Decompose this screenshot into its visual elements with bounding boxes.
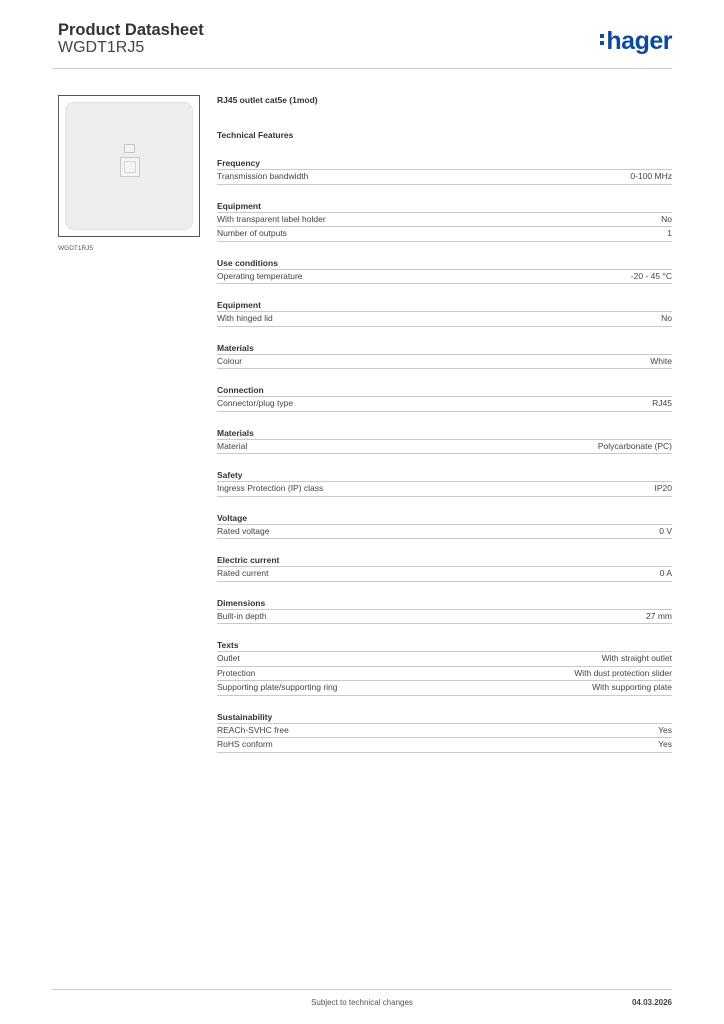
footer-divider (52, 989, 672, 990)
page-title: Product Datasheet (58, 21, 204, 39)
feature-row (217, 666, 672, 681)
feature-label: With transparent label holder (217, 213, 326, 224)
feature-section (217, 201, 672, 242)
feature-label: Ingress Protection (IP) class (217, 483, 324, 493)
section-title: Equipment (217, 200, 261, 211)
feature-row (217, 311, 672, 327)
footer-date: 04.03.2026 (631, 998, 672, 1007)
feature-row (217, 737, 672, 753)
feature-row (217, 169, 672, 185)
feature-label: Transmission bandwidth (217, 171, 309, 181)
feature-value: 27 mm (646, 610, 672, 621)
section-title: Frequency (217, 158, 260, 168)
product-name: RJ45 outlet cat5e (1mod) (217, 95, 318, 105)
product-image (58, 95, 200, 237)
feature-value: With dust protection slider (574, 667, 672, 678)
feature-label: Protection (217, 667, 256, 678)
feature-label: Connector/plug type (217, 398, 294, 408)
feature-row (217, 354, 672, 370)
feature-section (217, 158, 672, 185)
feature-value: -20 - 45 °C (630, 270, 672, 281)
section-title: Use conditions (217, 257, 278, 268)
feature-value: 0-100 MHz (630, 171, 672, 181)
section-title: Dimensions (217, 597, 266, 608)
feature-label: Material (217, 440, 248, 451)
feature-section (217, 640, 672, 696)
feature-row (217, 269, 672, 285)
feature-row (217, 651, 672, 666)
feature-row (217, 566, 672, 582)
feature-value: With straight outlet (601, 653, 672, 663)
feature-label: Rated voltage (217, 525, 270, 536)
feature-value: RJ45 (652, 398, 672, 408)
feature-section (217, 555, 672, 582)
logo-colon-icon (600, 31, 604, 48)
section-title: Materials (217, 342, 254, 353)
feature-sections (217, 158, 672, 753)
feature-value: Yes (658, 724, 672, 735)
feature-row (217, 723, 672, 738)
feature-section (217, 598, 672, 625)
feature-value: 0 A (659, 568, 672, 578)
feature-section (217, 712, 672, 753)
feature-row (217, 439, 672, 455)
feature-label: Operating temperature (217, 270, 303, 281)
technical-features-title: Technical Features (217, 130, 294, 140)
feature-value: 0 V (659, 525, 672, 536)
header-divider (52, 68, 672, 69)
feature-value: With supporting plate (592, 682, 672, 692)
feature-label: Supporting plate/supporting ring (217, 682, 338, 692)
feature-label: Number of outputs (217, 228, 287, 238)
section-title: Voltage (217, 512, 248, 523)
feature-section (217, 300, 672, 327)
feature-section (217, 258, 672, 285)
section-title: Safety (217, 470, 243, 480)
product-code: WGDT1RJ5 (58, 39, 145, 56)
hager-logo (600, 27, 672, 56)
image-caption: WGDT1RJ5 (58, 245, 94, 252)
footer-notice: Subject to technical changes (311, 998, 413, 1007)
feature-row (217, 226, 672, 242)
feature-value: White (650, 355, 672, 366)
feature-row (217, 609, 672, 625)
datasheet-content (217, 95, 672, 753)
feature-label: Rated current (217, 568, 269, 578)
outlet-plate (65, 102, 193, 230)
section-title: Sustainability (217, 711, 273, 722)
feature-section (217, 513, 672, 540)
feature-row (217, 212, 672, 227)
feature-row (217, 481, 672, 497)
label-holder-icon (124, 144, 135, 153)
feature-value: 1 (667, 228, 672, 238)
feature-label: REACh-SVHC free (217, 724, 289, 735)
feature-value: IP20 (654, 483, 672, 493)
feature-value: Polycarbonate (PC) (597, 440, 672, 451)
feature-value: No (661, 213, 672, 224)
section-title: Electric current (217, 555, 280, 565)
feature-row (217, 396, 672, 412)
feature-row (217, 680, 672, 696)
rj45-socket-icon (120, 157, 140, 177)
feature-section (217, 428, 672, 455)
feature-section (217, 470, 672, 497)
feature-row (217, 524, 672, 540)
feature-label: RoHS conform (217, 739, 273, 749)
feature-value: No (661, 313, 672, 323)
feature-section (217, 385, 672, 412)
section-title: Connection (217, 385, 264, 395)
feature-value: Yes (658, 739, 672, 749)
feature-section (217, 343, 672, 370)
feature-label: Colour (217, 355, 243, 366)
logo-text: hager (606, 27, 672, 55)
feature-label: Outlet (217, 653, 240, 663)
section-title: Materials (217, 427, 254, 438)
section-title: Equipment (217, 300, 261, 310)
feature-label: Built-in depth (217, 610, 267, 621)
feature-label: With hinged lid (217, 313, 273, 323)
section-title: Texts (217, 640, 239, 650)
